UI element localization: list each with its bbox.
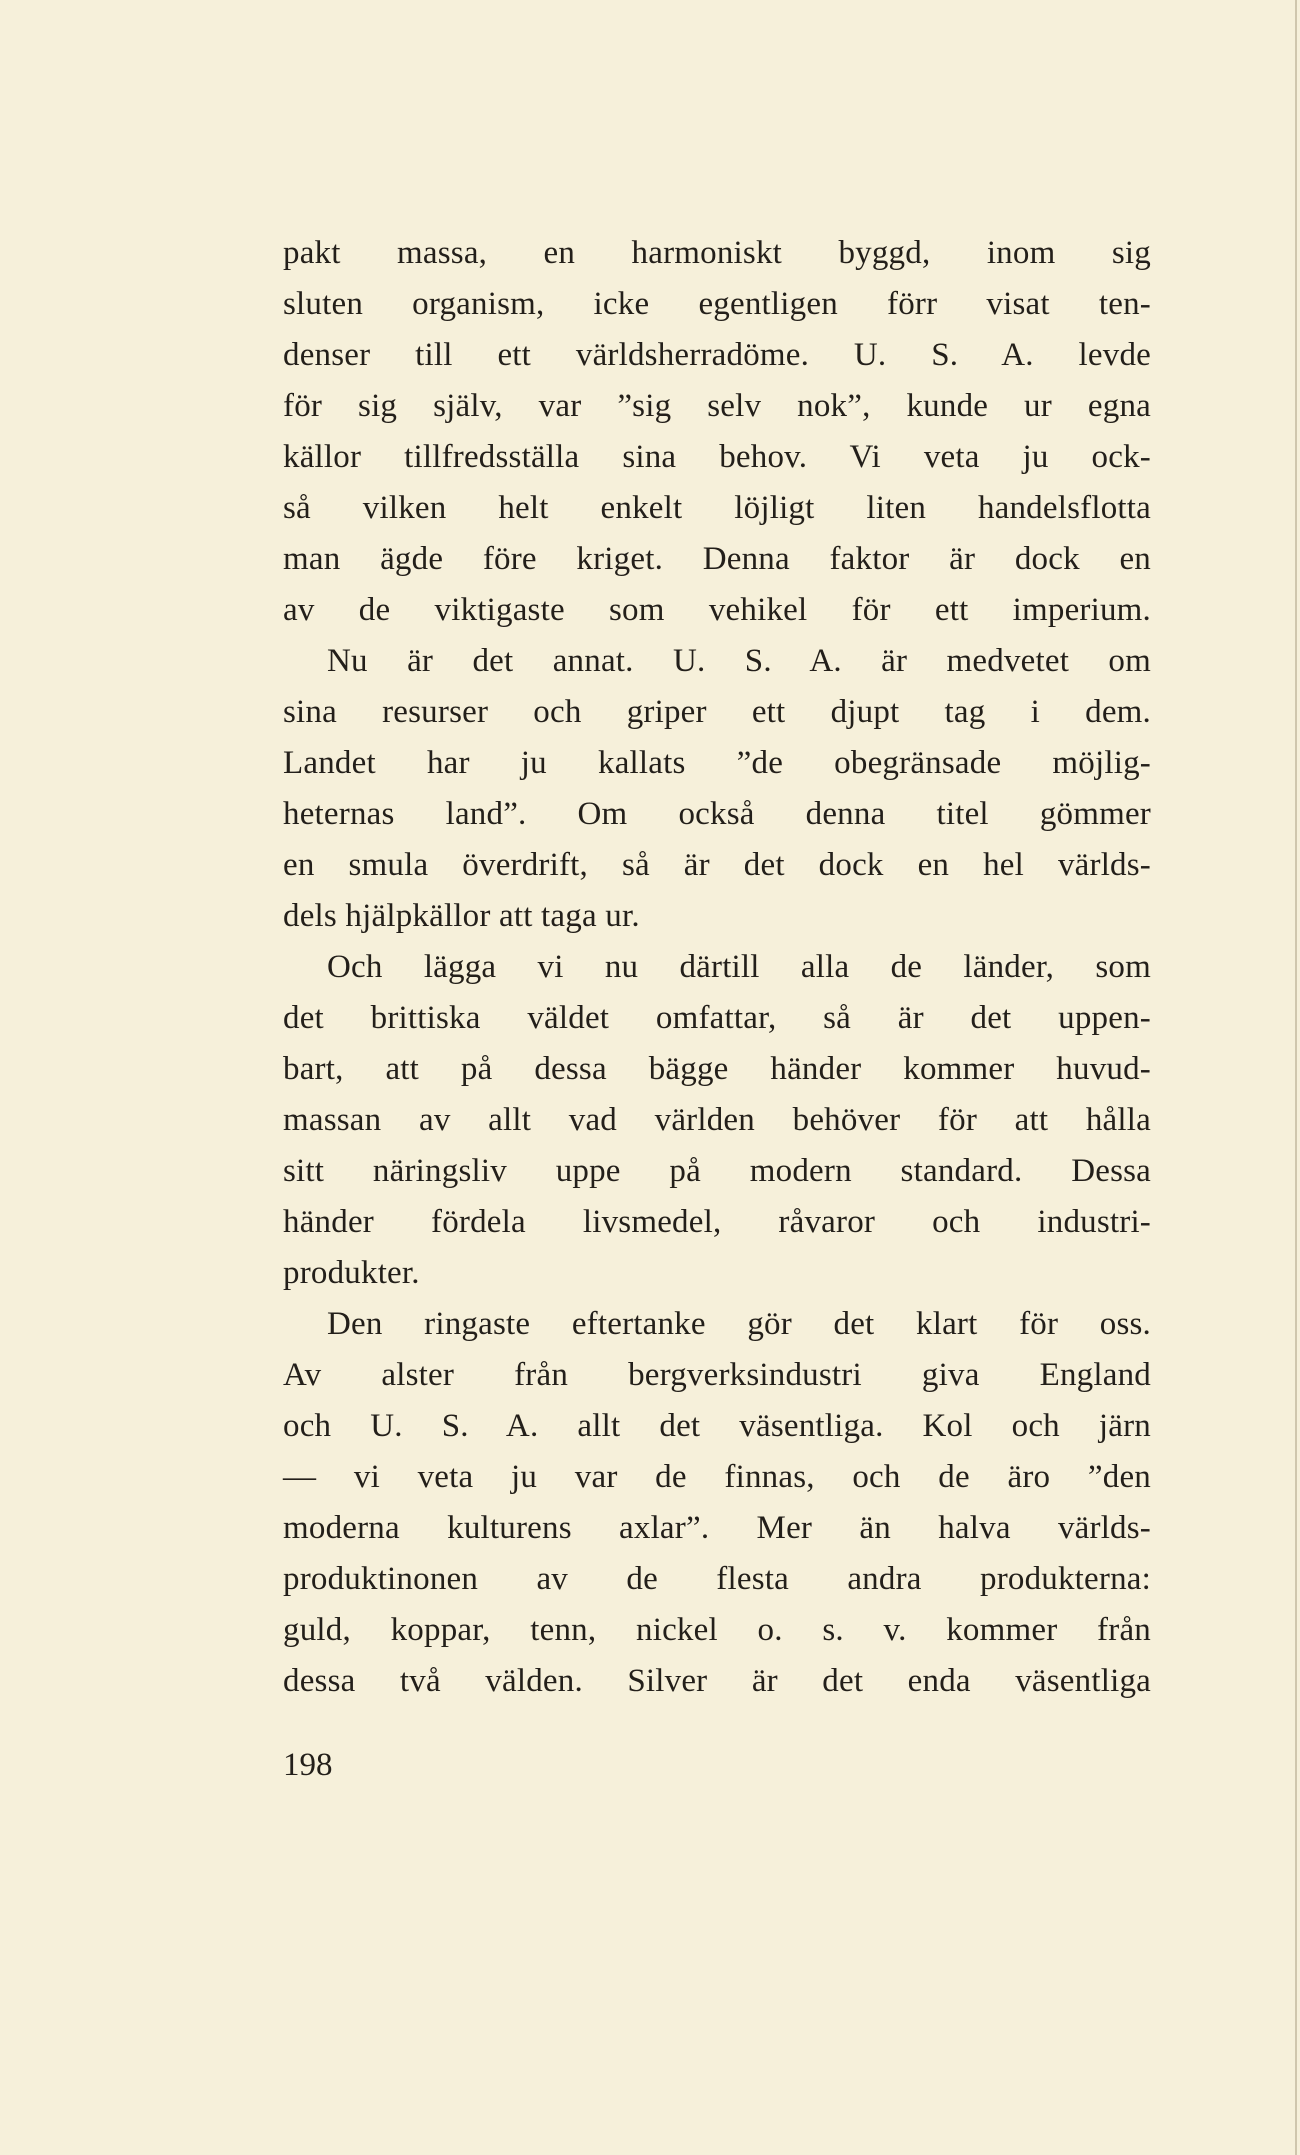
text-line: händer fördela livsmedel, råvaror och industri-: [283, 1204, 1151, 1240]
text-line: massan av allt vad världen behöver för att hålla: [283, 1102, 1151, 1138]
page-number: 198: [283, 1747, 333, 1783]
paragraph: [283, 228, 1151, 636]
text-line: dels hjälpkällor att taga ur.: [283, 898, 640, 934]
text-line: dessa två välden. Silver är det enda väsentliga: [283, 1663, 1151, 1699]
text-line: källor tillfredsställa sina behov. Vi veta ju ock-: [283, 439, 1151, 475]
text-line: en smula överdrift, så är det dock en hel världs-: [283, 847, 1151, 883]
text-line: sitt näringsliv uppe på modern standard. Dessa: [283, 1153, 1151, 1189]
body-text: [283, 228, 1151, 1707]
text-line: så vilken helt enkelt löjligt liten handelsflotta: [283, 490, 1151, 526]
text-line: produkter.: [283, 1255, 420, 1291]
text-line: Landet har ju kallats ”de obegränsade möjlig-: [283, 745, 1151, 781]
text-line: det brittiska väldet omfattar, så är det uppen-: [283, 1000, 1151, 1036]
text-line: Och lägga vi nu därtill alla de länder, som: [327, 949, 1151, 985]
text-line: pakt massa, en harmoniskt byggd, inom sig: [283, 235, 1151, 271]
page-edge: [1295, 0, 1297, 2155]
text-line: Den ringaste eftertanke gör det klart för oss.: [327, 1306, 1151, 1342]
text-line: heternas land”. Om också denna titel gömmer: [283, 796, 1151, 832]
text-line: för sig själv, var ”sig selv nok”, kunde ur egna: [283, 388, 1151, 424]
text-line: sluten organism, icke egentligen förr visat ten-: [283, 286, 1151, 322]
text-line: — vi veta ju var de finnas, och de äro ”den: [283, 1459, 1151, 1495]
text-line: av de viktigaste som vehikel för ett imperium.: [283, 592, 1151, 628]
text-line: Nu är det annat. U. S. A. är medvetet om: [327, 643, 1151, 679]
text-line: man ägde före kriget. Denna faktor är dock en: [283, 541, 1151, 577]
paragraph: [283, 942, 1151, 1299]
text-line: sina resurser och griper ett djupt tag i dem.: [283, 694, 1151, 730]
text-line: denser till ett världsherradöme. U. S. A. levde: [283, 337, 1151, 373]
text-line: och U. S. A. allt det väsentliga. Kol och järn: [283, 1408, 1151, 1444]
text-line: bart, att på dessa bägge händer kommer huvud-: [283, 1051, 1151, 1087]
text-line: Av alster från bergverksindustri giva England: [283, 1357, 1151, 1393]
text-line: moderna kulturens axlar”. Mer än halva världs-: [283, 1510, 1151, 1546]
paragraph: [283, 1299, 1151, 1707]
text-line: produktinonen av de flesta andra produkterna:: [283, 1561, 1151, 1597]
paragraph: [283, 636, 1151, 942]
text-line: guld, koppar, tenn, nickel o. s. v. kommer från: [283, 1612, 1151, 1648]
